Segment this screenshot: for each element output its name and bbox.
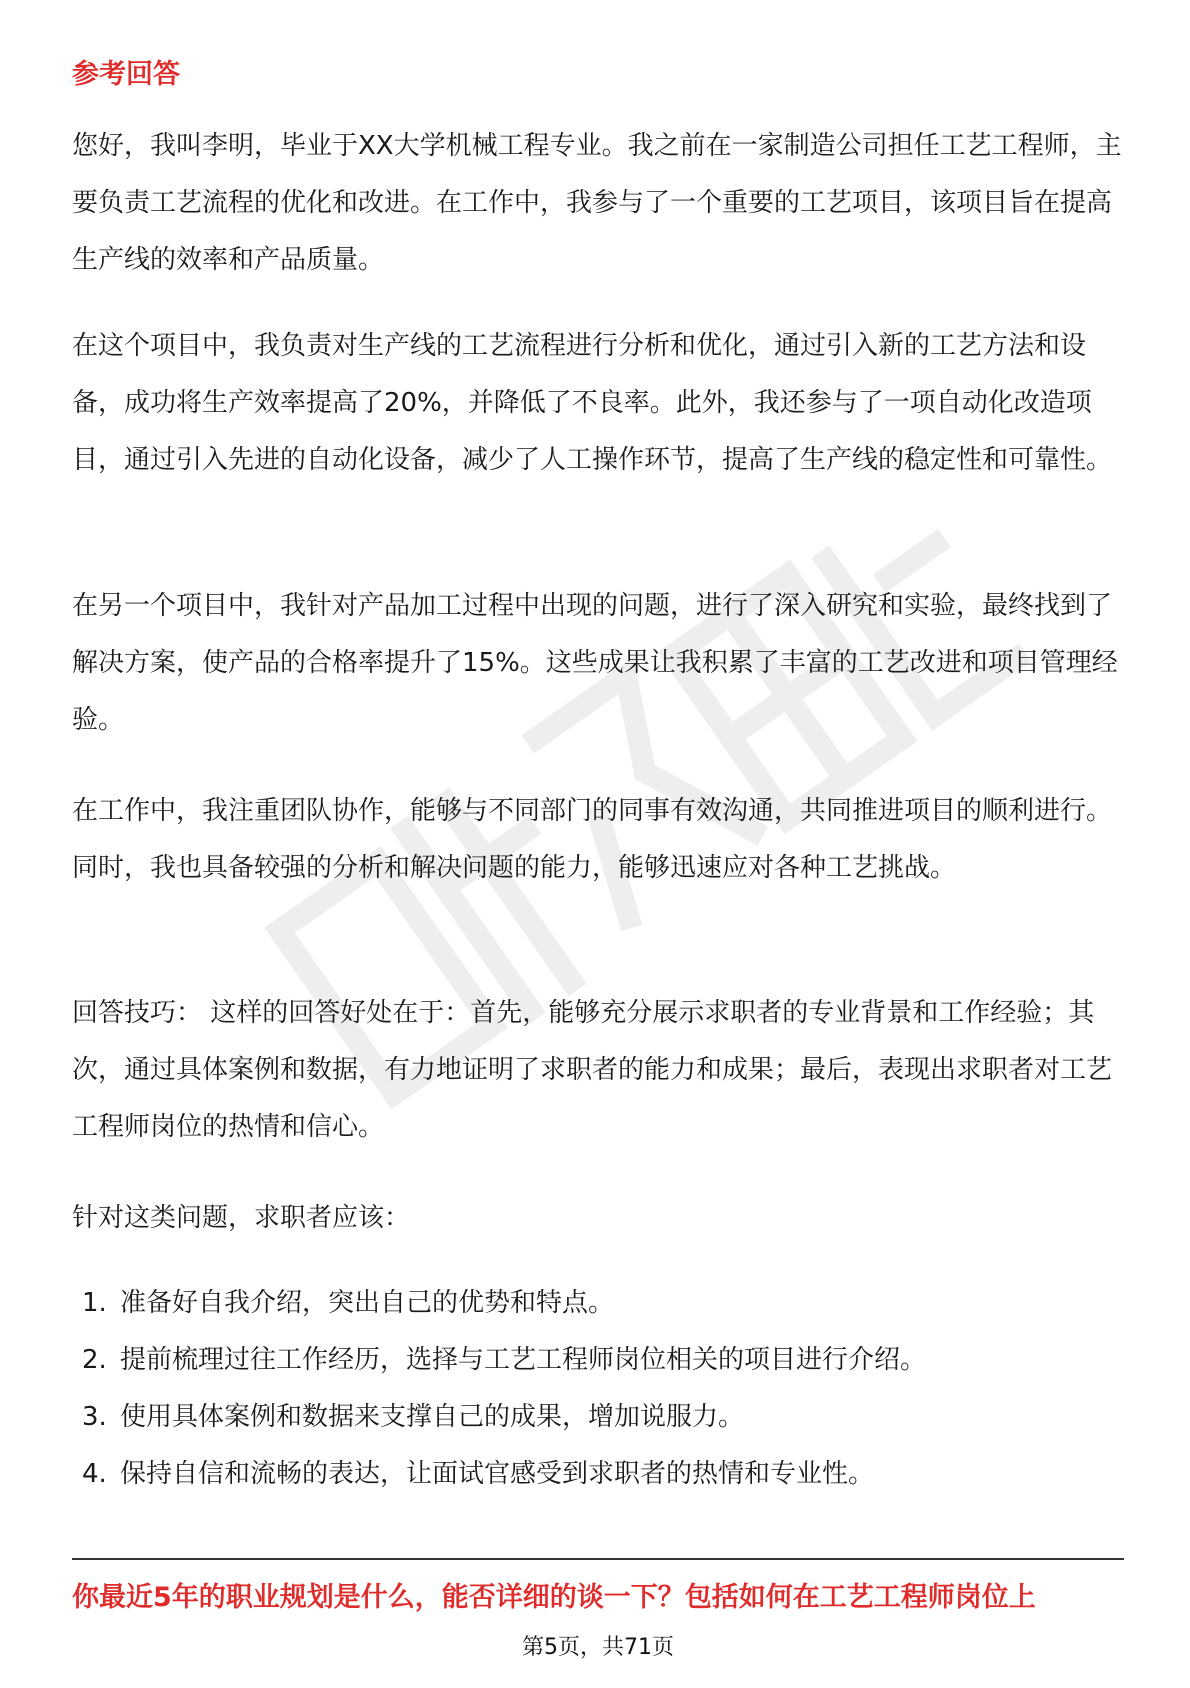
- list-text: 准备好自我介绍，突出自己的优势和特点。: [120, 1288, 615, 1318]
- list-text: 使用具体案例和数据来支撑自己的成果，增加说服力。: [120, 1402, 745, 1432]
- list-text: 保持自信和流畅的表达，让面试官感受到求职者的热情和专业性。: [120, 1459, 875, 1489]
- divider: [72, 1558, 1124, 1560]
- answer-paragraph-4: 在工作中，我注重团队协作，能够与不同部门的同事有效沟通，共同推进项目的顺利进行。同时，我也具备较强的分析和解决问题的能力，能够迅速应对各种工艺挑战。: [72, 796, 1113, 883]
- list-text: 提前梳理过往工作经历，选择与工艺工程师岗位相关的项目进行介绍。: [120, 1345, 927, 1375]
- section-title: 参考回答: [72, 59, 180, 90]
- list-item: [82, 1275, 1122, 1332]
- answer-paragraph-2: 在这个项目中，我负责对生产线的工艺流程进行分析和优化，通过引入新的工艺方法和设备，成功将生产效率提高了20%，并降低了不良率。此外，我还参与了一项自动化改造项目，通过引入先进的自动化设备，减少了人工操作环节，提高了生产线的稳定性和可靠性。: [72, 331, 1113, 475]
- advice-list: [82, 1275, 1122, 1503]
- list-number: 3.: [82, 1402, 107, 1432]
- list-item: [82, 1332, 1122, 1389]
- answer-paragraph-3: 在另一个项目中，我针对产品加工过程中出现的问题，进行了深入研究和实验，最终找到了解决方案，使产品的合格率提升了15%。这些成果让我积累了丰富的工艺改进和项目管理经验。: [72, 591, 1118, 735]
- advice-intro: 针对这类问题，求职者应该：: [72, 1203, 411, 1233]
- answer-tips-paragraph: 回答技巧： 这样的回答好处在于：首先，能够充分展示求职者的专业背景和工作经验；其次，通过具体案例和数据，有力地证明了求职者的能力和成果；最后，表现出求职者对工艺工程师岗位的热情和信心。: [72, 998, 1113, 1142]
- list-number: 4.: [82, 1459, 107, 1489]
- page-number: 第5页，共71页: [522, 1635, 674, 1660]
- list-number: 1.: [82, 1288, 107, 1318]
- list-number: 2.: [82, 1345, 107, 1375]
- list-item: [82, 1389, 1122, 1446]
- next-question-heading: 你最近5年的职业规划是什么，能否详细的谈一下？包括如何在工艺工程师岗位上: [72, 1582, 1036, 1613]
- list-item: [82, 1446, 1122, 1503]
- answer-paragraph-1: 您好，我叫李明，毕业于XX大学机械工程专业。我之前在一家制造公司担任工艺工程师，主要负责工艺流程的优化和改进。在工作中，我参与了一个重要的工艺项目，该项目旨在提高生产线的效率和产品质量。: [72, 131, 1122, 275]
- document-page: [72, 0, 1124, 1684]
